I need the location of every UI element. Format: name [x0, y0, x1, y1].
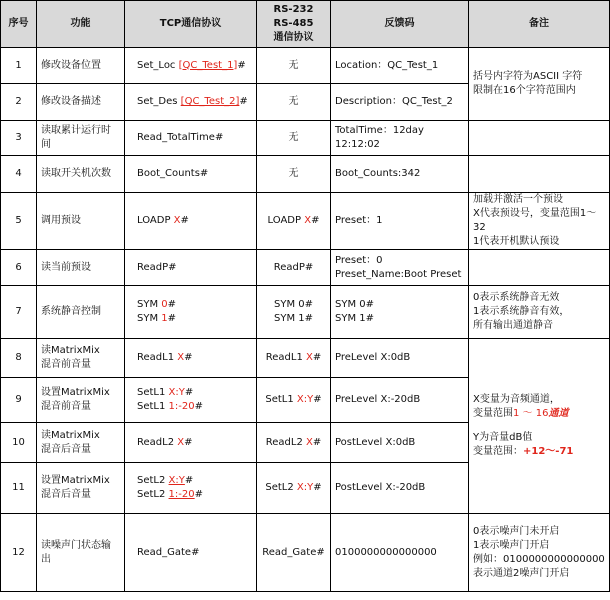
header-rs-line1: RS-232: [273, 4, 314, 15]
rs-end: #: [311, 215, 320, 226]
row-function: 修改设备描述: [37, 84, 125, 121]
row-feedback: PreLevel X:0dB: [331, 339, 469, 378]
row-tcp: [125, 378, 257, 423]
row-feedback: Boot_Counts:342: [331, 156, 469, 193]
row-rs: [257, 286, 331, 339]
note-line: 1代表开机默认预设: [473, 236, 560, 247]
note-line: 例如：0100000000000000: [473, 553, 605, 565]
rs-end: #: [313, 482, 322, 493]
row-tcp: [125, 84, 257, 121]
row-feedback: Location：QC_Test_1: [331, 48, 469, 84]
note-range: +12～-71: [523, 446, 574, 457]
row-rs: [257, 339, 331, 378]
row-rs: [257, 378, 331, 423]
row-tcp: [125, 286, 257, 339]
tcp-param: 1:-20: [168, 489, 195, 500]
rs-param: X: [304, 215, 312, 226]
row-no: 3: [1, 121, 37, 156]
row-no: 4: [1, 156, 37, 193]
header-no: 序号: [1, 1, 37, 48]
function-line: 设置MatrixMix: [41, 387, 110, 398]
note-line: 1表示系统静音有效，: [473, 306, 570, 317]
row-rs: [257, 463, 331, 514]
note-cell-12: [469, 514, 610, 592]
table-row: [1, 250, 610, 286]
note-line: 1表示噪声门开启: [473, 539, 550, 551]
row-feedback: PostLevel X:0dB: [331, 423, 469, 463]
row-tcp: ReadP#: [125, 250, 257, 286]
tcp-line: [137, 488, 252, 502]
function-line: 混音后音量: [41, 489, 91, 500]
tcp-cmd: SetL1: [137, 387, 169, 398]
tcp-end: #: [180, 215, 189, 226]
row-tcp: [125, 48, 257, 84]
note-line: 限制在16个字符范围内: [473, 85, 576, 96]
row-function: 调用预设: [37, 193, 125, 250]
row-function: 系统静音控制: [37, 286, 125, 339]
rs-cmd: ReadL1: [265, 352, 306, 363]
tcp-cmd: SetL1: [137, 401, 169, 412]
row-feedback: PostLevel X:-20dB: [331, 463, 469, 514]
row-function: 读当前预设: [37, 250, 125, 286]
row-tcp: [125, 339, 257, 378]
rs-param: X: [306, 352, 313, 363]
tcp-cmd: SYM: [137, 299, 162, 310]
rs-end: #: [313, 394, 322, 405]
row-no: 11: [1, 463, 37, 514]
row-tcp: Read_Gate#: [125, 514, 257, 592]
row-feedback: Description：QC_Test_2: [331, 84, 469, 121]
note-line: Y为音量dB值: [473, 432, 533, 443]
row-feedback: PreLevel X:-20dB: [331, 378, 469, 423]
table-row: [1, 339, 610, 378]
row-rs: 无: [257, 48, 331, 84]
note-line: [473, 445, 605, 459]
rs-cmd: SetL1: [265, 394, 297, 405]
row-tcp: [125, 463, 257, 514]
function-line: 设置MatrixMix: [41, 475, 110, 486]
tcp-line: [137, 312, 252, 326]
note-cell-empty: [469, 250, 610, 286]
feedback-line: SYM 1#: [335, 313, 375, 324]
rs-cmd: ReadL2: [265, 436, 306, 448]
table-row: [1, 48, 610, 84]
row-rs: 无: [257, 121, 331, 156]
rs-param: X: [306, 436, 313, 448]
function-line: 读MatrixMix: [41, 429, 100, 441]
row-function: [37, 463, 125, 514]
note-line: X代表预设号，变量范围1～32: [473, 208, 597, 233]
row-tcp: [125, 193, 257, 250]
tcp-line: [137, 298, 252, 312]
header-function: 功能: [37, 1, 125, 48]
note-cell-empty: [469, 156, 610, 193]
row-no: 10: [1, 423, 37, 463]
tcp-cmd: SetL2: [137, 475, 169, 486]
tcp-line: [137, 400, 252, 414]
note-cell-empty: [469, 121, 610, 156]
row-function: 读噪声门状态输出: [37, 514, 125, 592]
tcp-line: [137, 386, 252, 400]
row-no: 7: [1, 286, 37, 339]
tcp-param: X:Y: [168, 475, 185, 486]
row-no: 6: [1, 250, 37, 286]
row-feedback: 0100000000000000: [331, 514, 469, 592]
feedback-line: Preset_Name:Boot Preset: [335, 268, 462, 280]
header-note: 备注: [469, 1, 610, 48]
tcp-cmd: Set_Des: [137, 96, 181, 107]
table-row: [1, 193, 610, 250]
row-no: 9: [1, 378, 37, 423]
row-tcp: Boot_Counts#: [125, 156, 257, 193]
note-line: X变量为音频通道，: [473, 394, 560, 405]
row-feedback: [331, 250, 469, 286]
row-function: [37, 423, 125, 463]
row-rs: 无: [257, 84, 331, 121]
rs-line: SYM 0#: [273, 299, 313, 310]
note-range: 1 ～ 16: [513, 408, 549, 419]
note-text: 变量范围：: [473, 446, 523, 457]
tcp-param: [QC_Test_1]: [178, 59, 238, 71]
note-unit: 通道: [548, 408, 569, 419]
tcp-end: #: [194, 401, 204, 412]
function-line: 混音前音量: [41, 359, 91, 370]
tcp-param: X: [173, 215, 181, 226]
note-line: 加载并激活一个预设: [473, 194, 563, 205]
rs-param: X:Y: [296, 394, 314, 405]
function-line: 混音后音量: [41, 443, 91, 455]
note-line: 所有输出通道静音: [473, 320, 553, 331]
tcp-cmd: SYM: [137, 313, 162, 324]
tcp-end: #: [184, 352, 193, 363]
note-cell-8: [469, 339, 610, 514]
header-rs: [257, 1, 331, 48]
feedback-line: Preset：0: [335, 254, 383, 266]
tcp-end: #: [239, 96, 248, 107]
table-row: [1, 286, 610, 339]
table-row: [1, 514, 610, 592]
function-line: 混音前音量: [41, 401, 91, 412]
header-row: [1, 1, 610, 48]
row-tcp: [125, 423, 257, 463]
rs-cmd: SetL2: [265, 482, 297, 493]
rs-end: #: [312, 352, 322, 363]
tcp-param: 1:-20: [168, 401, 195, 412]
tcp-param: X: [177, 352, 185, 363]
note-spacer: [473, 421, 605, 431]
header-rs-line3: 通信协议: [273, 32, 314, 43]
table-row: [1, 156, 610, 193]
row-no: 1: [1, 48, 37, 84]
tcp-end: #: [184, 436, 193, 448]
tcp-param: X:Y: [168, 387, 185, 398]
tcp-cmd: LOADP: [137, 215, 174, 226]
row-feedback: TotalTime：12day 12:12:02: [331, 121, 469, 156]
rs-end: #: [312, 436, 322, 448]
rs-param: X:Y: [296, 482, 314, 493]
row-rs: Read_Gate#: [257, 514, 331, 592]
tcp-cmd: ReadL2: [137, 436, 178, 448]
tcp-end: #: [237, 59, 246, 71]
note-text: 变量范围: [473, 408, 513, 419]
row-function: 修改设备位置: [37, 48, 125, 84]
rs-cmd: LOADP: [267, 215, 305, 226]
note-line: 括号内字符为ASCII 字符: [473, 71, 583, 82]
row-rs: [257, 423, 331, 463]
note-line: 0表示噪声门未开启: [473, 525, 560, 537]
row-feedback: [331, 286, 469, 339]
row-no: 12: [1, 514, 37, 592]
tcp-end: #: [167, 299, 177, 310]
row-function: [37, 378, 125, 423]
feedback-line: SYM 0#: [335, 299, 375, 310]
tcp-end: #: [184, 387, 194, 398]
tcp-cmd: Set_Loc: [137, 59, 179, 71]
header-rs-line2: RS-485: [273, 18, 314, 29]
row-rs: [257, 193, 331, 250]
header-feedback: 反馈码: [331, 1, 469, 48]
header-tcp: TCP通信协议: [125, 1, 257, 48]
tcp-cmd: SetL2: [137, 489, 169, 500]
tcp-param: X: [177, 436, 185, 448]
row-function: 读取开关机次数: [37, 156, 125, 193]
tcp-param: 1: [161, 313, 168, 324]
row-rs: ReadP#: [257, 250, 331, 286]
note-cell-7: [469, 286, 610, 339]
note-line: [473, 407, 605, 421]
tcp-end: #: [167, 313, 177, 324]
tcp-end: #: [184, 475, 194, 486]
row-tcp: Read_TotalTime#: [125, 121, 257, 156]
row-rs: 无: [257, 156, 331, 193]
row-function: 读取累计运行时间: [37, 121, 125, 156]
note-cell-5: [469, 193, 610, 250]
tcp-end: #: [194, 489, 204, 500]
function-line: 读MatrixMix: [41, 345, 100, 356]
tcp-param: 0: [161, 299, 168, 310]
table-row: [1, 121, 610, 156]
row-no: 5: [1, 193, 37, 250]
note-line: 0表示系统静音无效: [473, 292, 560, 303]
tcp-param: [QC_Test_2]: [180, 96, 240, 107]
row-no: 8: [1, 339, 37, 378]
row-no: 2: [1, 84, 37, 121]
note-line: 表示通道2噪声门开启: [473, 567, 570, 579]
row-feedback: Preset：1: [331, 193, 469, 250]
tcp-cmd: ReadL1: [137, 352, 178, 363]
note-cell-1: [469, 48, 610, 121]
row-function: [37, 339, 125, 378]
tcp-line: [137, 474, 252, 488]
rs-line: SYM 1#: [273, 313, 313, 324]
